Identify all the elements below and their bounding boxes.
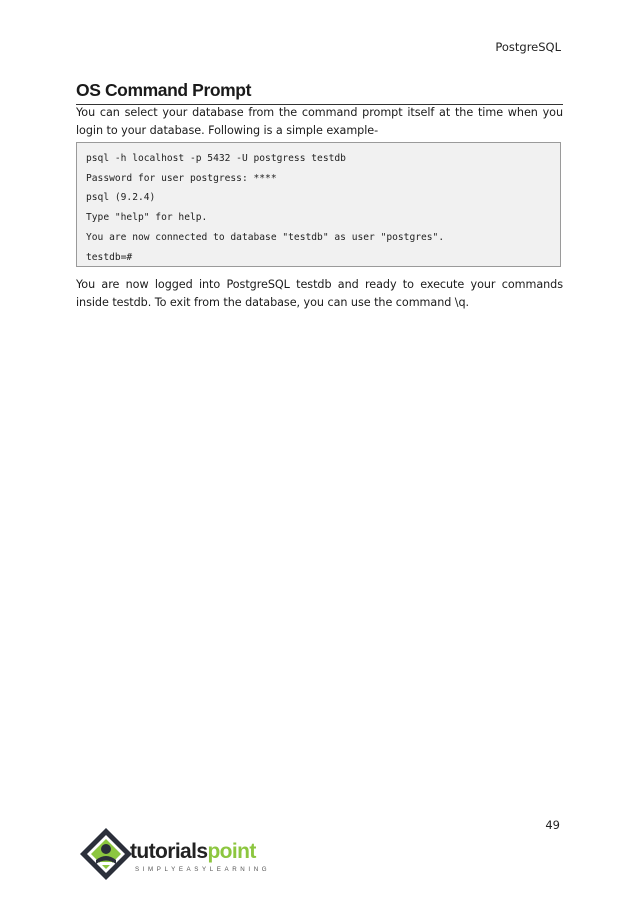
code-line: psql (9.2.4) xyxy=(86,192,156,204)
logo-tagline: SIMPLYEASYLEARNING xyxy=(135,866,271,873)
logo-name-part1: tutorials xyxy=(130,840,208,863)
page-header: PostgreSQL xyxy=(495,40,561,54)
section-title: OS Command Prompt xyxy=(76,80,563,105)
code-block xyxy=(76,142,561,267)
logo-emblem-icon xyxy=(78,826,134,882)
page-number: 49 xyxy=(545,818,560,832)
code-line: Password for user postgress: **** xyxy=(86,172,277,184)
outro-paragraph: You are now logged into PostgreSQL testdb and ready to execute your commands inside testdb. To exit from the database, you can use the command \q. xyxy=(76,278,563,309)
code-line: Type "help" for help. xyxy=(86,212,208,224)
intro-paragraph: You can select your database from the command prompt itself at the time when you login to your database. Following is a simple example- xyxy=(76,106,563,137)
logo-name-part2: point xyxy=(207,840,256,863)
code-line: You are now connected to database "testdb" as user "postgres". xyxy=(86,231,445,243)
code-line: psql -h localhost -p 5432 -U postgress testdb xyxy=(86,153,346,164)
code-line: testdb=# xyxy=(86,251,133,263)
tutorialspoint-logo xyxy=(78,826,278,882)
